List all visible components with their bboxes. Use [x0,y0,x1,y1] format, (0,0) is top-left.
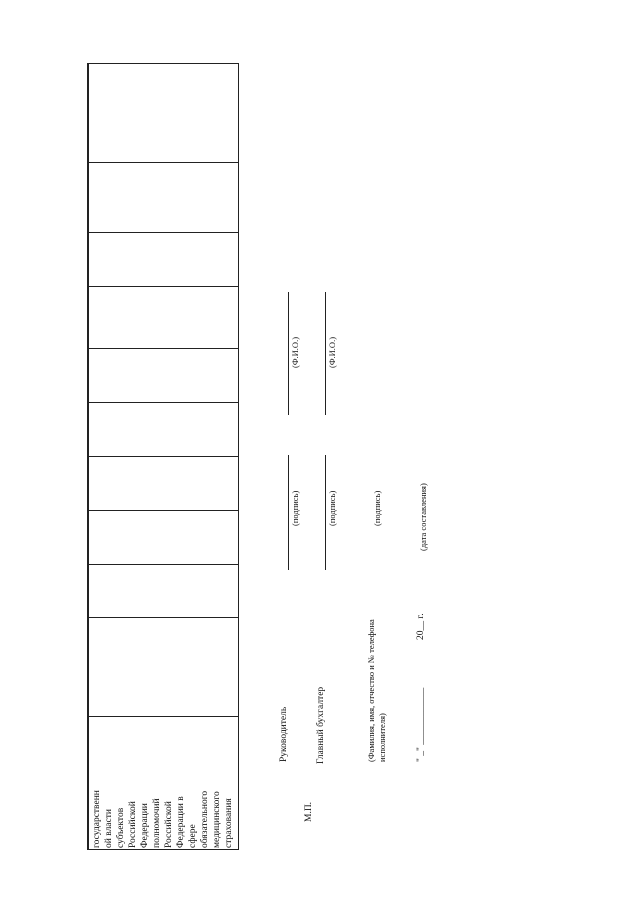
header-line: Федерации в [176,796,186,848]
table-divider [88,510,238,511]
header-line: субъектов [116,807,126,848]
header-line: государственн [92,790,102,848]
executor-label-line1: (Фамилия, имя, отчество и № телефона [366,619,376,762]
date-year: 20__ г. [416,613,426,640]
table-divider [88,402,238,403]
date-caption: (дата составления) [418,483,428,551]
header-line: страхования [224,798,234,848]
table-divider [88,564,238,565]
header-line: ой власти [104,809,114,848]
date-field: " _" ____________ [416,687,426,762]
stamp-label: М.П. [304,801,314,822]
header-line: медицинского [212,791,222,848]
header-line: Российской [128,801,138,848]
report-table [87,63,239,850]
head-signature-line [288,455,289,570]
accountant-label: Главный бухгалтер [316,686,326,764]
table-header-cell [90,784,240,850]
table-divider [88,716,238,717]
accountant-name-line [325,292,326,415]
table-divider [88,348,238,349]
table-divider [88,162,238,163]
header-line: Федерации [140,803,150,848]
executor-label-line2: исполнителя) [377,713,387,762]
accountant-sign-caption: (подпись) [327,490,337,526]
head-label: Руководитель [279,706,289,762]
header-line: Российской [164,801,174,848]
table-divider [88,232,238,233]
header-line: полномочий [152,798,162,848]
table-divider [88,456,238,457]
accountant-signature-line [325,455,326,570]
header-line: сфере [188,824,198,848]
head-sign-caption: (подпись) [290,490,300,526]
table-divider [88,286,238,287]
head-name-line [288,292,289,415]
accountant-name-caption: (Ф.И.О.) [327,336,337,368]
table-divider [88,617,238,618]
head-name-caption: (Ф.И.О.) [290,336,300,368]
header-line: обязательного [200,790,210,848]
executor-sign-caption: (подпись) [372,490,382,526]
